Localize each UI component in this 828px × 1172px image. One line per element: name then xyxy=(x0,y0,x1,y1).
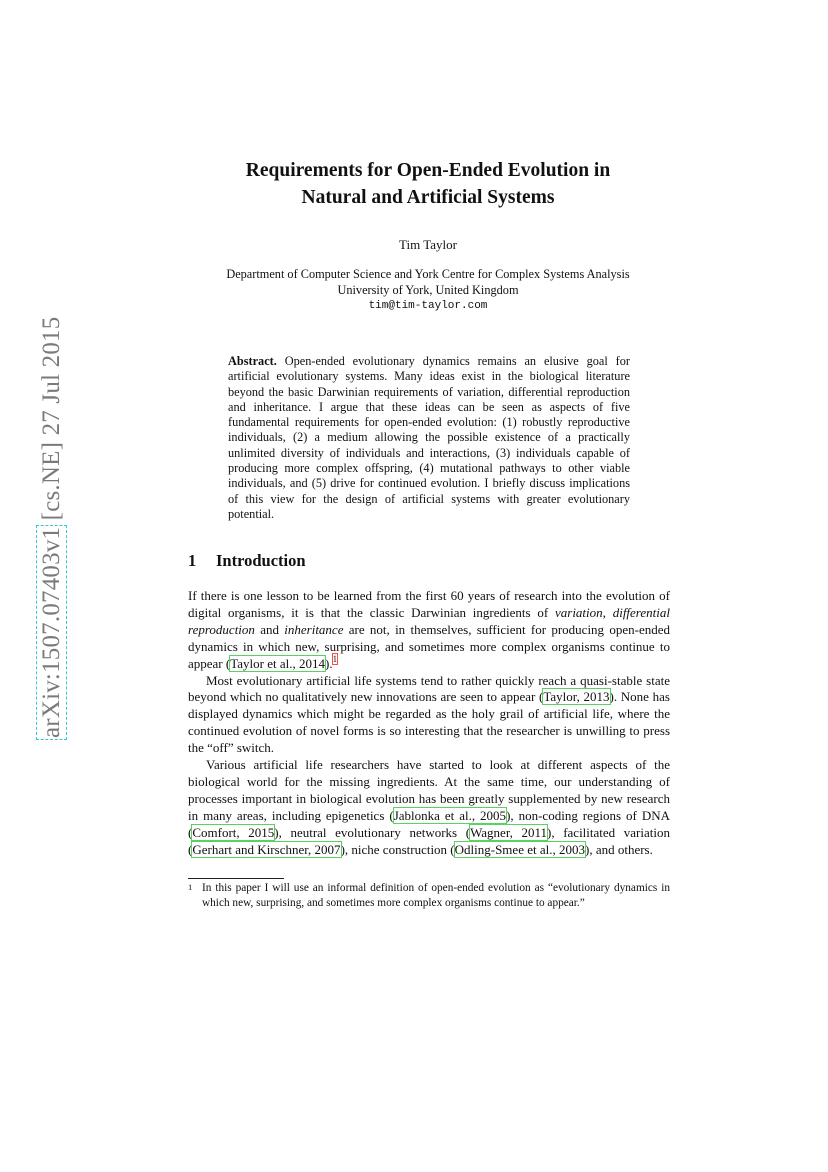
paragraph-3 xyxy=(188,757,670,858)
text-run: ). xyxy=(324,655,333,671)
text-run: ), niche construction ( xyxy=(340,841,455,857)
text-run: ), neutral evolutionary networks ( xyxy=(274,824,471,840)
paragraph-2 xyxy=(188,673,670,758)
section-title: Introduction xyxy=(216,551,306,570)
arxiv-identifier-margin xyxy=(38,316,66,738)
text-run: are not, in themselves, sufficient for producing open-ended dynamics in which new, surprising, and sometimes more complex organisms continue to appear ( xyxy=(188,621,670,671)
introduction-body xyxy=(188,588,670,859)
text-run: ), facilitated variation ( xyxy=(188,824,670,857)
affiliation-department: Department of Computer Science and York Centre for Complex Systems Analysis xyxy=(226,267,630,281)
citation-link[interactable]: Odling-Smee et al., 2003 xyxy=(454,841,585,857)
citation-link[interactable]: Taylor et al., 2014 xyxy=(230,655,325,671)
abstract-text: Open-ended evolutionary dynamics remains an elusive goal for artificial evolutionary systems. Many ideas exist in the biological literature beyond the basic Darwinian requirements of variation, differential reproduction and inheritance. I argue that these ideas can be seen as aspects of five fundamental requirements for open-ended evolution: (1) robustly reproductive individuals, (2) a medium allowing the possible existence of a practically unlimited diversity of individuals and interactions, (3) individuals capable of producing more complex offspring, (4) mutational pathways to other viable individuals, and (5) drive for continued evolution. I briefly discuss implications of this view for the design of artificial systems with greater evolutionary potential. xyxy=(228,354,631,521)
emphasis-variation: variation xyxy=(554,604,603,620)
emphasis-differential-reproduction: differential reproduction xyxy=(188,604,670,637)
author-affiliation xyxy=(150,266,706,314)
author-email: tim@tim-taylor.com xyxy=(368,300,488,312)
author-name: Tim Taylor xyxy=(399,237,457,252)
text-run: ), non-coding regions of DNA ( xyxy=(188,807,670,840)
citation-link[interactable]: Gerhart and Kirschner, 2007 xyxy=(192,841,341,857)
text-run: Various artificial life researchers have started to look at different aspects of the biological world for the missing ingredients. At the same time, our understanding of processes important in biological evolution has been greatly supplemented by new research in many areas, including epigenetics ( xyxy=(188,757,670,823)
text-run: ), and others. xyxy=(584,841,653,857)
footnote-text: In this paper I will use an informal definition of open-ended evolution as “evolutionary dynamics in which new, surprising, and sometimes more complex organisms continue to appear.” xyxy=(202,882,670,909)
paper-title-line-2: Natural and Artificial Systems xyxy=(301,187,555,208)
emphasis-inheritance: inheritance xyxy=(284,621,344,637)
section-number: 1 xyxy=(188,551,197,570)
footnote-reference-link[interactable]: 1 xyxy=(332,654,338,665)
citation-link[interactable]: Taylor, 2013 xyxy=(543,689,610,705)
section-heading-introduction xyxy=(188,550,306,572)
text-run: and xyxy=(254,621,285,637)
text-run: Most evolutionary artificial life systems tend to rather quickly reach a quasi-stable state beyond which no qualitatively new innovations are seen to appear ( xyxy=(188,672,670,705)
arxiv-date: 27 Jul 2015 xyxy=(38,316,65,436)
citation-link[interactable]: Jablonka et al., 2005 xyxy=(393,807,507,823)
paragraph-1 xyxy=(188,588,670,673)
affiliation-university: University of York, United Kingdom xyxy=(337,283,519,297)
citation-link[interactable]: Comfort, 2015 xyxy=(192,824,275,840)
text-run: , xyxy=(602,604,613,620)
footnote-rule xyxy=(188,878,284,879)
text-run: If there is one lesson to be learned from the first 60 years of research into the evolution of digital organisms, it is that the classic Darwinian ingredients of xyxy=(188,588,670,620)
footnote-mark: 1 xyxy=(188,882,193,892)
abstract-label: Abstract. xyxy=(228,354,277,368)
arxiv-category: [cs.NE] xyxy=(38,441,65,521)
footnote-1 xyxy=(188,881,670,911)
citation-link[interactable]: Wagner, 2011 xyxy=(470,824,548,840)
paper-title xyxy=(150,157,706,211)
text-run: ). None has displayed dynamics which might be regarded as the holy grail of artificial life, where the continued evolution of novel forms is so interesting that the researcher is unwilling to press the “off” switch. xyxy=(188,689,670,756)
abstract xyxy=(228,354,630,522)
paper-title-line-1: Requirements for Open-Ended Evolution in xyxy=(245,160,611,181)
arxiv-id-link[interactable]: arXiv:1507.07403v1 xyxy=(38,526,65,738)
